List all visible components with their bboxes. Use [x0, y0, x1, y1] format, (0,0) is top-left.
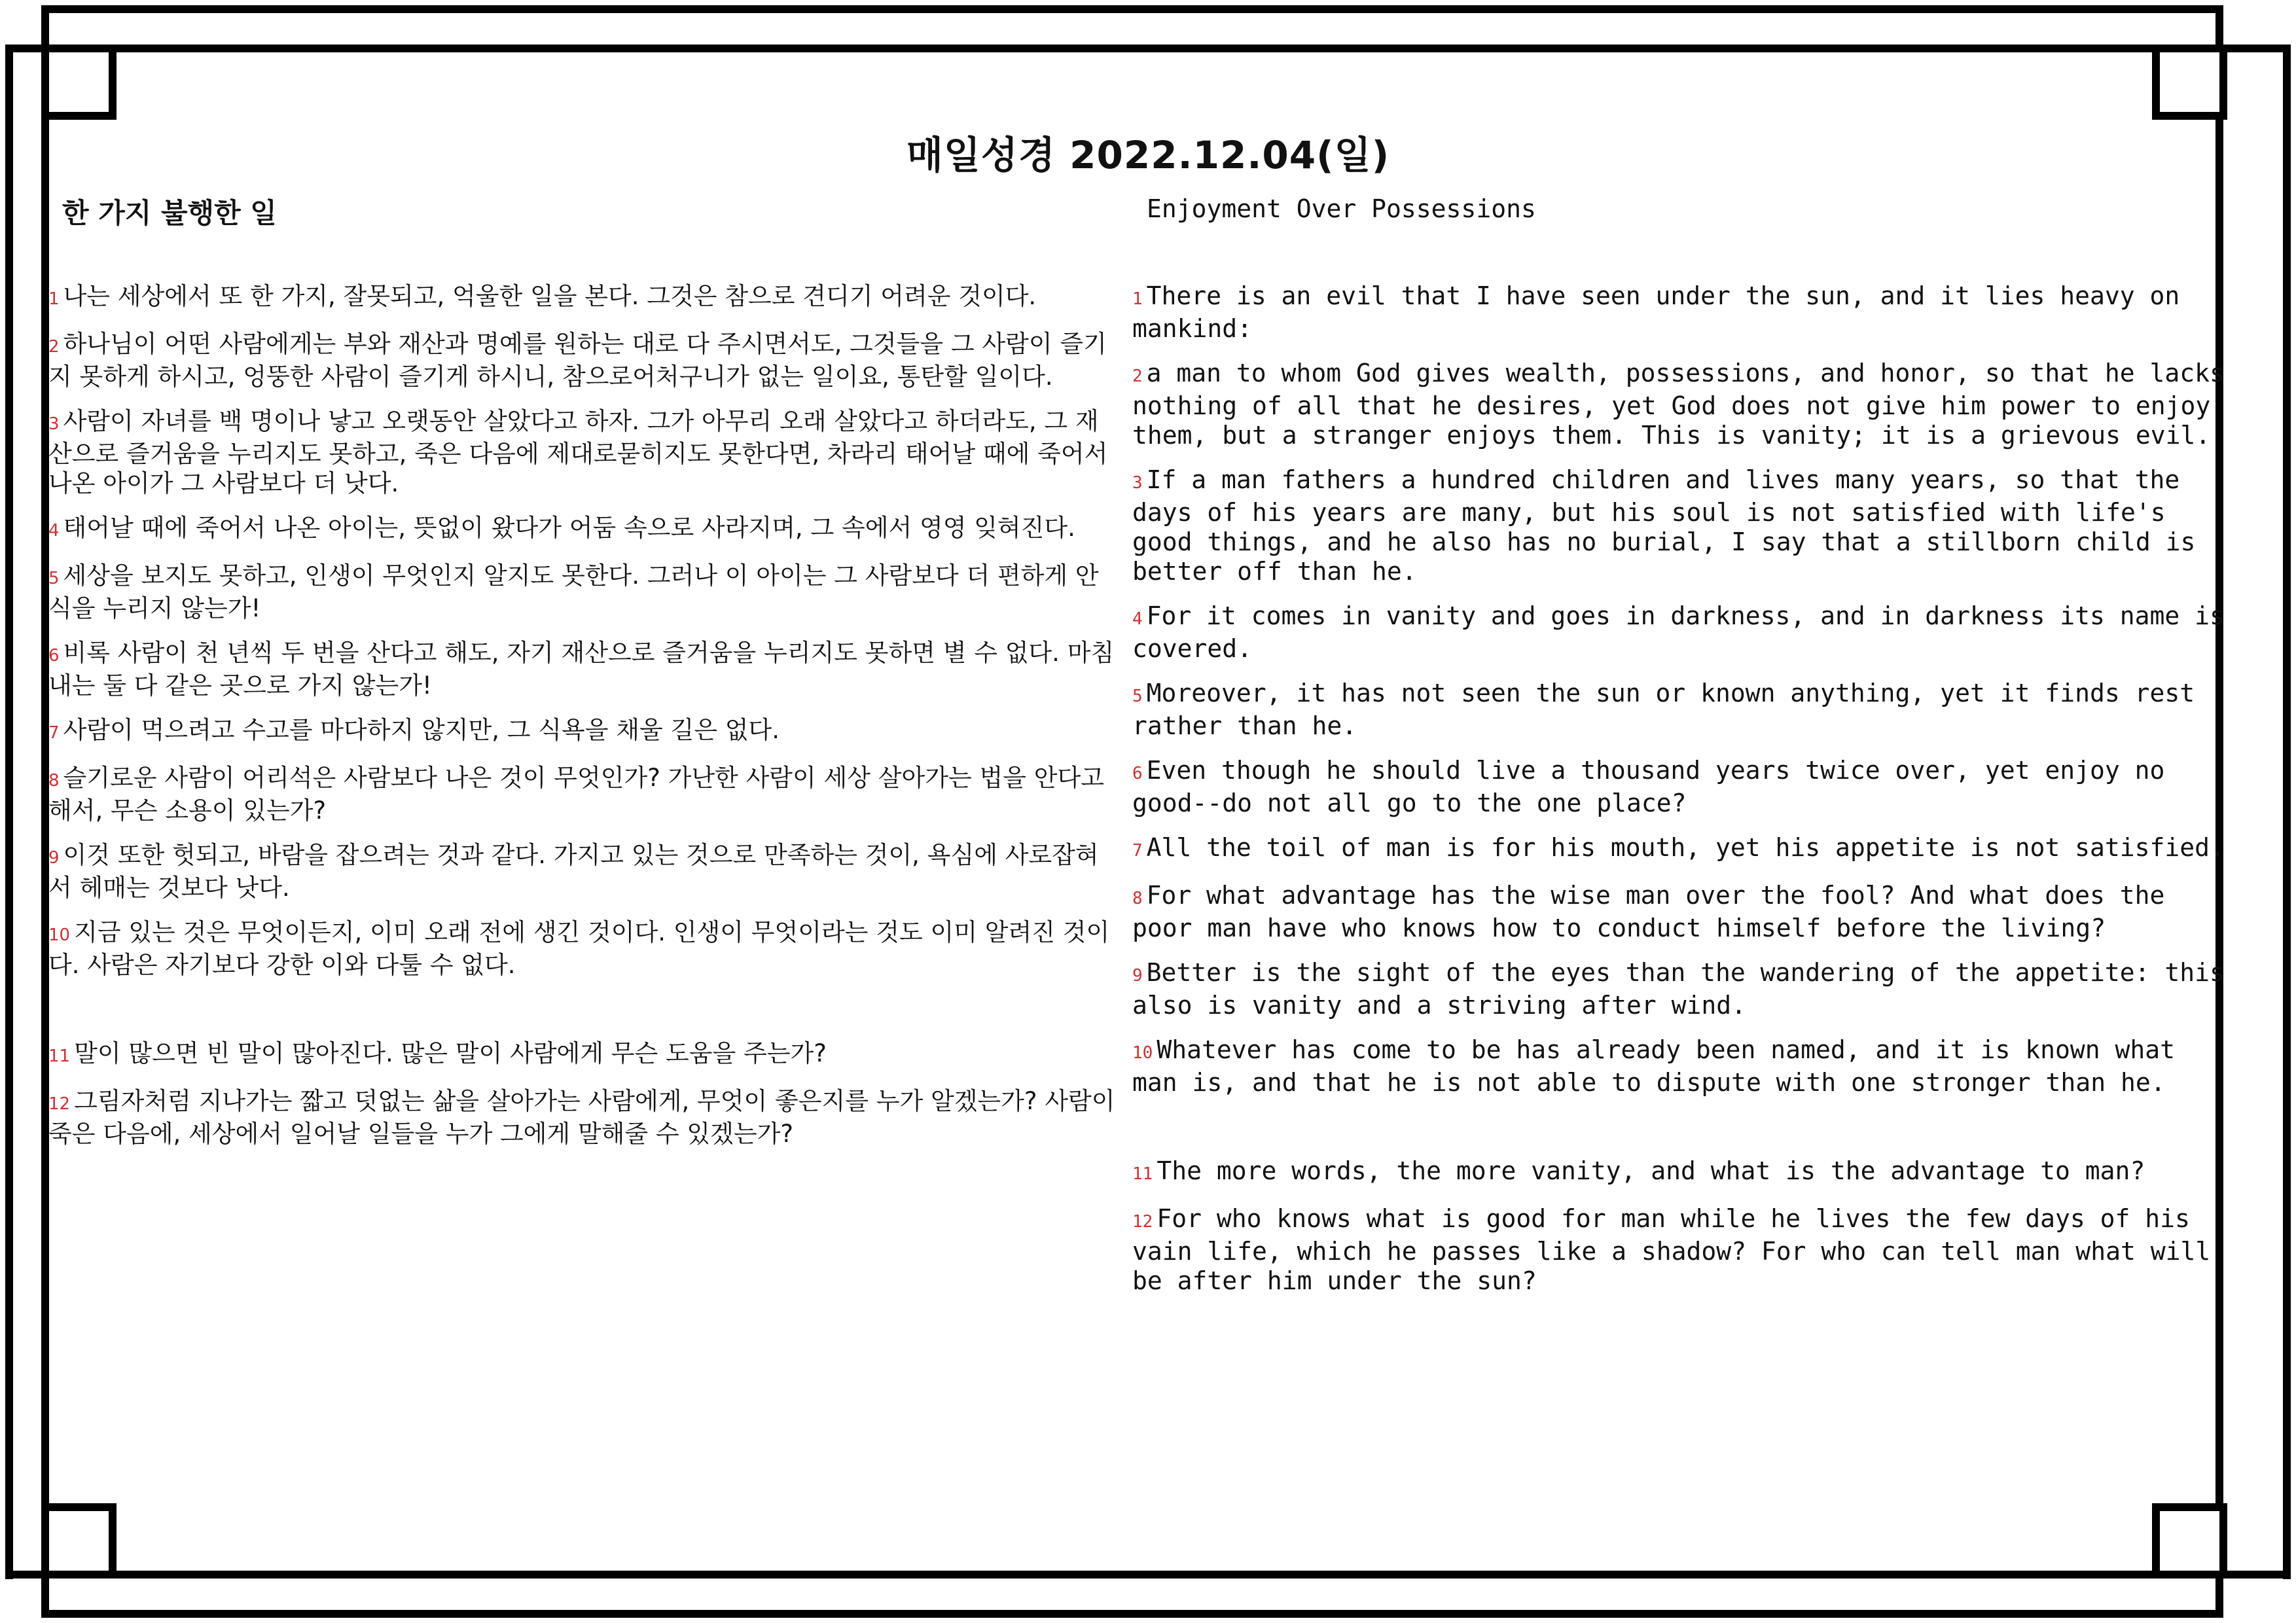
verse-ko-11: [48, 1039, 1122, 1071]
verse-text: If a man fathers a hundred children and lives many years, so that the days of his years are many, but his soul is not satisfied with life's good things, and he also has no burial, I say that a stillborn child is better off than he.: [1132, 465, 2196, 586]
verse-text: 태어날 때에 죽어서 나온 아이는, 뜻없이 왔다가 어둠 속으로 사라지며, 그 속에서 영영 잊혀진다.: [63, 514, 1075, 542]
verse-number: 7: [48, 723, 60, 743]
verse-text: There is an evil that I have seen under the sun, and it lies heavy on mankind:: [1132, 281, 2180, 343]
korean-verses-column: [48, 281, 1122, 1164]
verse-number: 8: [48, 771, 60, 791]
verse-text: 하나님이 어떤 사람에게는 부와 재산과 명예를 원하는 대로 다 주시면서도, 그것들을 그 사람이 즐기지 못하게 하시고, 엉뚱한 사람이 즐기게 하시니, 참으로어처구니가 없는 일이요, 통탄할 일이다.: [48, 330, 1107, 391]
verse-text: 사람이 자녀를 백 명이나 낳고 오랫동안 살았다고 하자. 그가 아무리 오래 살았다고 하더라도, 그 재산으로 즐거움을 누리지도 못하고, 죽은 다음에 제대로묻히지도 못한다면, 차라리 태어날 때에 죽어서 나온 아이가 그 사람보다 더 낫다.: [48, 407, 1108, 497]
verse-text: All the toil of man is for his mouth, yet his appetite is not satisfied.: [1146, 833, 2225, 862]
verse-number: 5: [48, 569, 60, 588]
verse-text: Whatever has come to be has already been named, and it is known what man is, and that he is not able to dispute with one stronger than he.: [1132, 1035, 2176, 1097]
verse-text: The more words, the more vanity, and what is the advantage to man?: [1157, 1156, 2145, 1185]
frame-left-line: [5, 45, 13, 1579]
verse-ko-7: [48, 715, 1122, 748]
verse-number: 10: [48, 925, 71, 945]
verse-number: 12: [1132, 1212, 1153, 1232]
frame-corner-top-right: [2152, 45, 2227, 120]
verse-number: 1: [1132, 289, 1143, 309]
frame-inner-bottom-line: [5, 1571, 2291, 1578]
verse-number: 5: [1132, 687, 1143, 706]
verse-ko-2: [48, 329, 1122, 391]
verse-text: 이것 또한 헛되고, 바람을 잡으려는 것과 같다. 가지고 있는 것으로 만족하는 것이, 욕심에 사로잡혀서 헤매는 것보다 낫다.: [48, 841, 1099, 902]
verse-number: 4: [48, 521, 60, 541]
subtitle-english: Enjoyment Over Possessions: [1147, 194, 1536, 223]
verse-text: 사람이 먹으려고 수고를 마다하지 않지만, 그 식욕을 채울 길은 없다.: [63, 716, 780, 744]
verse-number: 6: [48, 646, 60, 666]
verse-text: For who knows what is good for man while he lives the few days of his vain life, which he passes like a shadow? For who can tell man what will be after him under the sun?: [1132, 1204, 2211, 1295]
verse-ko-1: [48, 281, 1122, 314]
verse-en-8: [1132, 881, 2232, 943]
verse-ko-5: [48, 561, 1122, 623]
verse-en-5: [1132, 679, 2232, 741]
verse-text: For it comes in vanity and goes in darkness, and in darkness its name is covered.: [1132, 601, 2225, 663]
verse-number: 3: [1132, 473, 1143, 493]
verse-ko-12: [48, 1086, 1122, 1149]
verse-text: For what advantage has the wise man over the fool? And what does the poor man have who knows how to conduct himself before the living?: [1132, 881, 2165, 942]
verse-number: 3: [48, 414, 60, 434]
verse-number: 11: [48, 1046, 71, 1066]
verse-ko-3: [48, 406, 1122, 498]
verse-en-9: [1132, 958, 2232, 1020]
frame-inner-top-line: [5, 45, 2291, 52]
verse-ko-4: [48, 513, 1122, 546]
verse-en-7: [1132, 833, 2232, 866]
verse-text: Moreover, it has not seen the sun or known anything, yet it finds rest rather than he.: [1132, 679, 2195, 740]
frame-top-line: [41, 5, 2221, 13]
frame-bottom-line: [41, 1610, 2221, 1618]
verse-number: 7: [1132, 841, 1143, 861]
frame-corner-bottom-right: [2152, 1503, 2227, 1578]
verse-number: 6: [1132, 764, 1143, 783]
frame-corner-top-left: [41, 45, 117, 120]
english-verses-column: [1132, 281, 2232, 1311]
verse-text: 그림자처럼 지나가는 짧고 덧없는 삶을 살아가는 사람에게, 무엇이 좋은지를 누가 알겠는가? 사람이 죽은 다음에, 세상에서 일어날 일들을 누가 그에게 말해줄 수 있겠는가?: [48, 1087, 1115, 1148]
verse-text: 세상을 보지도 못하고, 인생이 무엇인지 알지도 못한다. 그러나 이 아이는 그 사람보다 더 편하게 안식을 누리지 않는가!: [48, 562, 1099, 622]
verse-en-2: [1132, 359, 2232, 450]
verse-text: a man to whom God gives wealth, possessions, and honor, so that he lacks nothing of all that he desires, yet God does not give him power to enjoy them, but a stranger enjoys them. This is vanity; it is a grievous evil.: [1132, 359, 2225, 450]
verse-text: Even though he should live a thousand years twice over, yet enjoy no good--do not all go to the one place?: [1132, 756, 2165, 817]
verse-ko-9: [48, 840, 1122, 902]
verse-number: 9: [1132, 966, 1143, 986]
verse-en-4: [1132, 601, 2232, 664]
verse-text: 지금 있는 것은 무엇이든지, 이미 오래 전에 생긴 것이다. 인생이 무엇이라는 것도 이미 알려진 것이다. 사람은 자기보다 강한 이와 다툴 수 없다.: [48, 918, 1110, 979]
verse-number: 10: [1132, 1043, 1153, 1063]
verse-text: 나는 세상에서 또 한 가지, 잘못되고, 억울한 일을 본다. 그것은 참으로 견디기 어려운 것이다.: [63, 282, 1037, 310]
verse-number: 2: [1132, 366, 1143, 386]
verse-ko-10: [48, 918, 1122, 980]
verse-number: 8: [1132, 889, 1143, 908]
verse-en-12: [1132, 1204, 2232, 1296]
verse-ko-8: [48, 763, 1122, 825]
frame-right-line: [2283, 45, 2291, 1579]
verse-ko-6: [48, 638, 1122, 700]
verse-number: 4: [1132, 609, 1143, 629]
subtitle-korean: 한 가지 불행한 일: [62, 197, 277, 229]
verse-text: 슬기로운 사람이 어리석은 사람보다 나은 것이 무엇인가? 가난한 사람이 세상 살아가는 법을 안다고 해서, 무슨 소용이 있는가?: [48, 764, 1104, 825]
verse-number: 11: [1132, 1164, 1153, 1184]
verse-number: 1: [48, 289, 60, 309]
frame-corner-bottom-left: [41, 1503, 117, 1578]
verse-text: 말이 많으면 빈 말이 많아진다. 많은 말이 사람에게 무슨 도움을 주는가?: [74, 1039, 827, 1067]
verse-text: Better is the sight of the eyes than the wandering of the appetite: this also is vanity and a striving after wind.: [1132, 958, 2225, 1020]
verse-en-1: [1132, 281, 2232, 344]
verse-en-10: [1132, 1035, 2232, 1097]
page-title: 매일성경 2022.12.04(일): [906, 133, 1390, 177]
verse-en-3: [1132, 465, 2232, 586]
verse-en-6: [1132, 756, 2232, 818]
verse-number: 12: [48, 1094, 71, 1114]
verse-number: 9: [48, 848, 60, 868]
verse-text: 비록 사람이 천 년씩 두 번을 산다고 해도, 자기 재산으로 즐거움을 누리지도 못하면 별 수 없다. 마침내는 둘 다 같은 곳으로 가지 않는가!: [48, 639, 1115, 700]
verse-en-11: [1132, 1156, 2232, 1189]
verse-number: 2: [48, 337, 60, 357]
